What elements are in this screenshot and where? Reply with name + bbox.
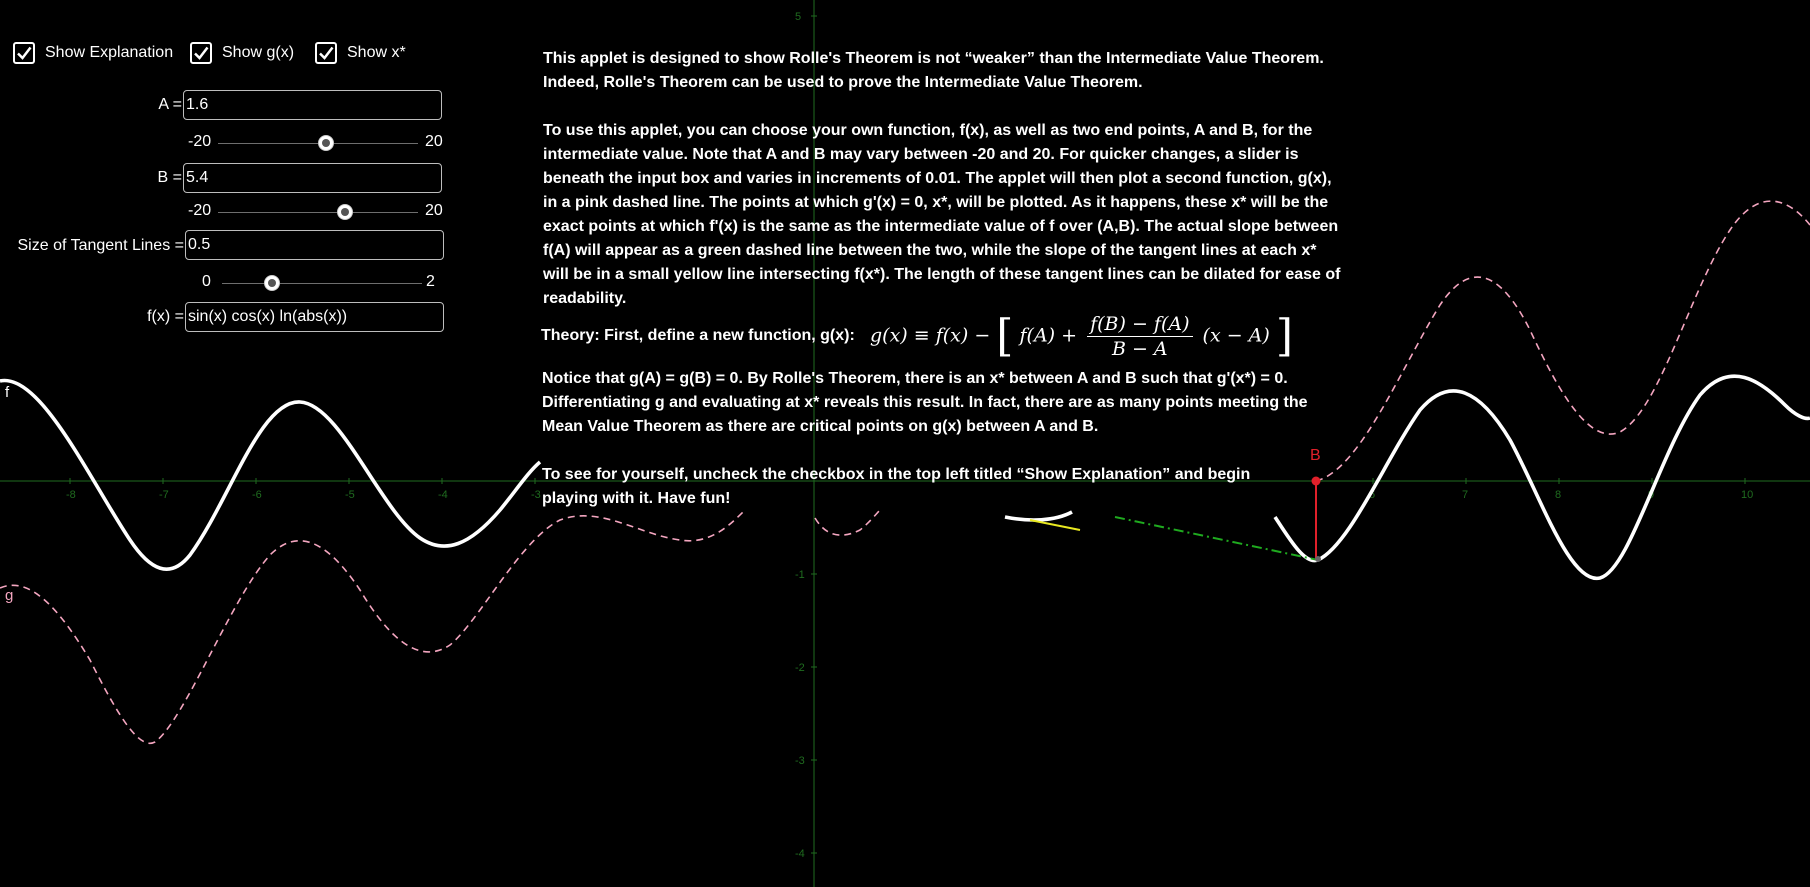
x-tick-label: -7 xyxy=(159,489,169,501)
tangent-slider-min: 0 xyxy=(202,273,211,290)
x-tick-label: -5 xyxy=(345,489,355,501)
formula-left-bracket: [ xyxy=(996,310,1014,362)
y-tick-label: -4 xyxy=(795,848,805,860)
curve-g-left xyxy=(0,510,745,743)
show-xstar-checkbox[interactable] xyxy=(315,42,406,64)
checkmark-icon xyxy=(15,44,33,62)
tangent-slider-track[interactable] xyxy=(222,283,422,284)
explanation-paragraph-1: This applet is designed to show Rolle's Theorem is not “weaker” than the Intermediate Value Theorem. Indeed, Rolle's Theorem can be used to prove the Intermediate Value Theorem. xyxy=(543,50,1324,91)
checkmark-icon xyxy=(192,44,210,62)
a-slider-thumb[interactable] xyxy=(318,135,334,151)
b-input[interactable] xyxy=(183,163,442,193)
show-xstar-label: Show x* xyxy=(347,44,406,61)
show-explanation-label: Show Explanation xyxy=(45,44,174,61)
b-slider-max: 20 xyxy=(425,202,443,219)
tangent-size-label: Size of Tangent Lines = xyxy=(17,237,184,254)
formula-numerator: f(B) − f(A) xyxy=(1087,312,1192,337)
point-b-label: B xyxy=(1310,447,1321,464)
y-tick-label: -2 xyxy=(795,662,805,674)
formula-fraction xyxy=(1087,312,1192,361)
x-tick-label: -8 xyxy=(66,489,76,501)
checkbox-box[interactable] xyxy=(13,42,35,64)
b-label: B = xyxy=(157,169,182,186)
b-slider-min: -20 xyxy=(188,202,212,219)
curve-f-right xyxy=(1275,376,1810,578)
b-slider-track[interactable] xyxy=(218,212,418,213)
y-tick-label: -1 xyxy=(795,569,805,581)
a-slider-min: -20 xyxy=(188,133,212,150)
point-f-b xyxy=(1315,556,1321,562)
x-tick-label: 9 xyxy=(1648,489,1655,501)
formula-denominator: B − A xyxy=(1111,338,1168,360)
x-tick-label: -3 xyxy=(531,489,541,501)
show-explanation-checkbox[interactable] xyxy=(13,42,173,64)
tangent-size-input[interactable] xyxy=(185,230,444,260)
b-slider-thumb[interactable] xyxy=(337,204,353,220)
x-tick-label: -4 xyxy=(438,489,448,501)
tangent-slider-thumb[interactable] xyxy=(264,275,280,291)
curve-f-fragment xyxy=(1005,512,1072,520)
curve-f-label: f xyxy=(5,384,10,401)
checkbox-box[interactable] xyxy=(315,42,337,64)
checkbox-box[interactable] xyxy=(190,42,212,64)
curve-f-left xyxy=(0,380,540,569)
y-tick-label: -3 xyxy=(795,755,805,767)
explanation-paragraph-2: To use this applet, you can choose your own function, f(x), as well as two end points, A and B, for the intermediate value. Note that A and B may vary between -20 and 20. For quicker changes, a slider is beneath the input box and varies in increments of 0.01. The applet will then plot a second function, g(x), in a pink dashed line. The points at which g'(x) = 0, x*, will be plotted. As it happens, these x* will be the exact points at which f'(x) is the same as the intermediate value of f over (A,B). The actual slope between f(A) will appear as a green dashed line between the two, while the slope of the tangent lines at each x* will be in a small yellow line intersecting f(x*). The length of these tangent lines can be dilated for ease of readability. xyxy=(543,122,1341,307)
y-tick-label: 5 xyxy=(795,11,802,23)
show-g-checkbox[interactable] xyxy=(190,42,294,64)
x-tick-label: 6 xyxy=(1369,489,1376,501)
b-slider[interactable] xyxy=(186,202,446,222)
curve-g-mid xyxy=(815,510,880,535)
point-b[interactable] xyxy=(1312,477,1321,486)
a-label: A = xyxy=(158,96,182,113)
explanation-paragraph-4: To see for yourself, uncheck the checkbox in the top left titled “Show Explanation” and begin playing with it. Have fun! xyxy=(542,466,1251,507)
a-slider-max: 20 xyxy=(425,133,443,150)
show-g-label: Show g(x) xyxy=(222,44,295,61)
curve-g-label: g xyxy=(5,587,14,604)
formula-lhs: g(x) ≡ f(x) − xyxy=(870,324,991,347)
fx-input[interactable] xyxy=(185,302,444,332)
a-input[interactable] xyxy=(183,90,442,120)
a-slider[interactable] xyxy=(186,133,446,153)
tangent-slider-max: 2 xyxy=(426,273,435,290)
tangent-line xyxy=(1030,520,1080,530)
x-tick-label: 8 xyxy=(1555,489,1562,501)
explanation-paragraph-3: Notice that g(A) = g(B) = 0. By Rolle's Theorem, there is an x* between A and B such that g'(x*) = 0. Differentiating g and evaluating at x* reveals this result. In fact, there are as many points meeting the Mean Value Theorem as there are critical points on g(x) between A and B. xyxy=(542,370,1308,435)
x-tick-label: 10 xyxy=(1741,489,1754,501)
formula-right-bracket: ] xyxy=(1275,310,1294,362)
formula-inner: f(A) + xyxy=(1019,324,1078,347)
x-tick-label: 7 xyxy=(1462,489,1469,501)
x-tick-label: -6 xyxy=(252,489,262,501)
checkmark-icon xyxy=(317,44,335,62)
curve-g-right xyxy=(1316,201,1810,481)
theory-label: Theory: First, define a new function, g(x): xyxy=(541,327,855,344)
formula-tail: (x − A) xyxy=(1202,324,1270,347)
tangent-size-slider[interactable] xyxy=(200,273,440,293)
fx-label: f(x) = xyxy=(147,308,184,325)
g-definition-formula xyxy=(870,312,1320,361)
